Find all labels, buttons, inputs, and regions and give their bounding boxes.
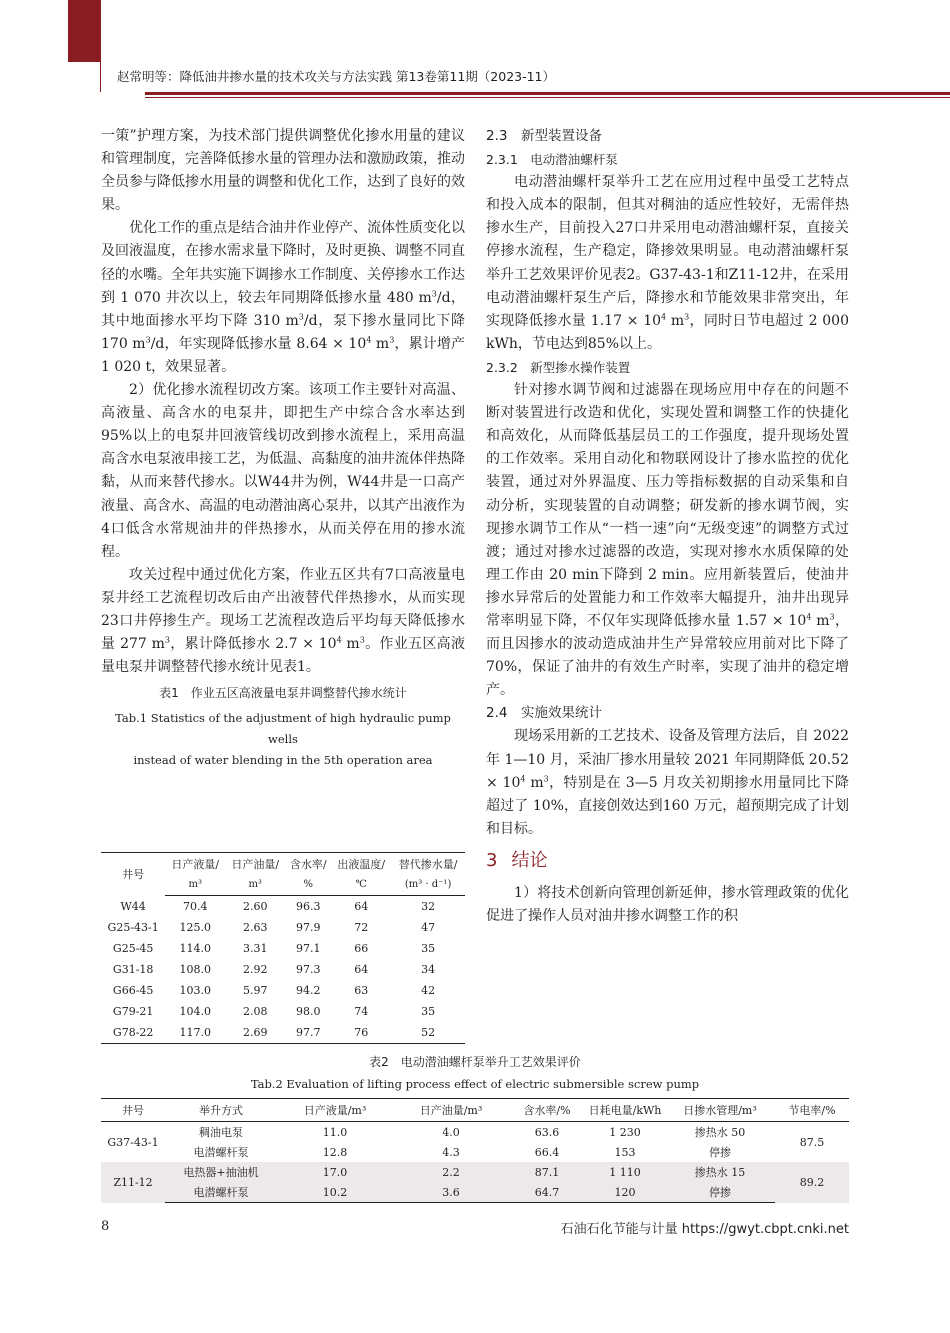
table-row: G25-43-1 125.0 2.63 97.9 72 47	[107, 921, 436, 934]
table2-caption-cn: 表2 电动潜油螺杆泵举升工艺效果评价	[369, 1055, 581, 1069]
table1-unit: ℃	[331, 874, 391, 896]
paragraph: 现场采用新的工艺技术、设备及管理方法后，自 2022 年 1—10 月，采油厂掺水用量较 2021 年同期降低 $20.52 \times 10^4$ $m^3$，特别是在 3—5 月攻关初期掺水用量同比下降超过了 10%，直接创效达到160 万元，超预期完成了计划和目标。	[486, 728, 850, 837]
table2-header: 含水率/%	[509, 1099, 585, 1122]
paragraph: 2）优化掺水流程切改方案。该项工作主要针对高温、高液量、高含水的电泵井，即把生产中综合含水率达到95%以上的电泵井回液管线切改到掺水流程上，采用高温高含水电泵液串接工艺，为低温、高黏度的油井流体伴热降黏，从而来替代掺水。以W44井为例，W44井是一口高产液量、高含水、高温的电动潜油离心泵井，以其产出液作为4口低含水常规油井的伴热掺水，从而关停在用的掺水流程。	[101, 382, 465, 560]
table-row: G37-43-1 稠油电泵 11.0 4.0 63.6 1 230 掺热水 50 87.5	[107, 1125, 825, 1149]
paragraph: 针对掺水调节阀和过滤器在现场应用中存在的问题不断对装置进行改造和优化，实现处置和调整工作的快捷化和高效化，从而降低基层员工的工作强度，提升现场处置的工作效率。采用自动化和物联网设计了掺水监控的优化装置，通过对外界温度、压力等指标数据的自动采集和自动分析，实现装置的自动调整；研发新的掺水调节阀，实现掺水调节工作从“一档一速”向“无级变速”的调整方式过渡；通过对掺水过滤器的改造，实现对掺水水质保障的处理工作由 20 min下降到 2 min。应用新装置后，使油井掺水异常后的处置能力和工作效率大幅提升，油井出现异常率明显下降，不仅年实现降低掺水量 $1.57 \times 10^4$ $m^3$，而且因掺水的波动造成油井生产异常较应用前对比下降了 70%，保证了油井的有效生产时率，实现了油井的稳定增产。	[486, 382, 849, 699]
subsection-heading: 2.3.2 新型掺水操作装置	[486, 359, 631, 375]
running-head: 赵常明等：降低油井掺水量的技术攻关与方法实践 第13卷第11期（2023-11）	[117, 69, 556, 84]
journal-footer: 石油石化节能与计量 https://gwyt.cbpt.cnki.net	[560, 1222, 849, 1237]
table-row: G31-18 108.0 2.92 97.3 64 34	[112, 963, 436, 976]
table-row: 电潜螺杆泵 12.8 4.3 66.4 153 停掺	[193, 1145, 731, 1159]
table2-caption-en: Tab.2 Evaluation of lifting process effect of electric submersible screw pump	[250, 1077, 700, 1091]
section-heading: 2.4 实施效果统计	[486, 705, 602, 722]
table1-unit: m³	[225, 874, 285, 896]
table2-header: 日掺水管理/m³	[665, 1099, 775, 1122]
table1-caption-en-2: instead of water blending in the 5th operation area	[133, 753, 433, 768]
table-row: W44 70.4 2.60 96.3 64 32	[120, 899, 436, 913]
subsection-heading: 2.3.1 电动潜油螺杆泵	[486, 152, 618, 168]
table-row: G78-22 117.0 2.69 97.7 76 52	[101, 1022, 465, 1044]
section-heading: 2.3 新型装置设备	[486, 128, 602, 144]
table2-header: 井号	[101, 1099, 165, 1122]
paragraph: 攻关过程中通过优化方案，作业五区共有7口高液量电泵井经工艺流程切改后由产出液替代伴热掺水，从而实现23口井停掺生产。现场工艺流程改造后平均每天降低掺水量 277 $m^3$，累计降低掺水 $2.7 \times 10^4$ $m^3$。作业五区高液量电泵井调整替代掺水统计见表1。	[101, 566, 465, 676]
paragraph: 1）将技术创新向管理创新延伸，掺水管理政策的优化促进了操作人员对油井掺水调整工作的积	[486, 884, 849, 924]
table2-header: 举升方式	[165, 1099, 277, 1122]
table1-header: 出液温度/	[331, 853, 391, 875]
table2-header: 日产油量/m³	[393, 1099, 509, 1122]
table2-header: 日耗电量/kWh	[585, 1099, 665, 1122]
table1-unit: m³	[165, 874, 225, 896]
left-column	[101, 125, 465, 771]
table-row: G79-21 104.0 2.08 98.0 74 35	[112, 1005, 436, 1018]
table1-header: 替代掺水量/	[391, 853, 465, 875]
header-vertical-line	[100, 62, 101, 92]
header-corner-bar	[68, 0, 101, 62]
table-row: G66-45 103.0 5.97 94.2 63 42	[112, 984, 436, 997]
right-column	[486, 125, 849, 928]
table1-caption-en-1: Tab.1 Statistics of the adjustment of high hydraulic pump wells	[115, 711, 451, 747]
paragraph: 优化工作的重点是结合油井作业停产、流体性质变化以及回液温度，在掺水需求量下降时，及时更换、调整不同直径的水嘴。全年共实施下调掺水工作制度、关停掺水工作达到 1 070 井次以上，较去年同期降低掺水量 480 $m^3/d$，其中地面掺水平均下降 310 $m^3/d$，泵下掺水量同比下降 170 $m^3/d$，年实现降低掺水量 $8.64 \times 10^4$ $m^3$，累计增产 1 020 t，效果显著。	[101, 220, 466, 375]
table-row: G25-45 114.0 3.31 97.1 66 35	[112, 942, 436, 955]
table2-header: 日产液量/m³	[277, 1099, 393, 1122]
table1-unit: %	[285, 874, 331, 896]
paragraph: 电动潜油螺杆泵举升工艺在应用过程中虽受工艺特点和投入成本的限制，但其对稠油的适应性较好，无需伴热掺水生产，目前投入27口井采用电动潜油螺杆泵，直接关停掺水流程，生产稳定，降掺效果明显。电动潜油螺杆泵举升工艺效果评价见表2。G37-43-1和Z11-12井，在采用电动潜油螺杆泵生产后，降掺水和节能效果非常突出，年实现降低掺水量 $1.17 \times 10^4$ $m^3$，同时日节电超过 2 000 kWh，节电达到85%以上。	[486, 174, 849, 352]
table2	[101, 1098, 849, 1203]
table1	[101, 852, 465, 1044]
table1-header: 井号	[101, 853, 165, 896]
paragraph: 一策”护理方案，为技术部门提供调整优化掺水用量的建议和管理制度，完善降低掺水量的管理办法和激励政策，推动全员参与降低掺水用量的调整和优化工作，达到了良好的效果。	[101, 128, 465, 214]
table1-caption-cn: 表1 作业五区高液量电泵井调整替代掺水统计	[159, 686, 407, 701]
header-rule-thin	[145, 97, 950, 98]
table2-header: 节电率/%	[775, 1099, 849, 1122]
header-rule-thick	[145, 92, 950, 95]
table1-header: 日产油量/	[225, 853, 285, 875]
page-number: 8	[101, 1219, 110, 1234]
table-row: Z11-12 电热器+抽油机 17.0 2.2 87.1 1 110 掺热水 15 89.2	[101, 1162, 849, 1182]
conclusion-heading: 3 结论	[486, 849, 548, 871]
table1-header: 含水率/	[285, 853, 331, 875]
table1-unit: (m³ · d⁻¹)	[391, 874, 465, 896]
table-row: 电潜螺杆泵 10.2 3.6 64.7 120 停掺	[101, 1182, 849, 1203]
table1-header: 日产液量/	[165, 853, 225, 875]
